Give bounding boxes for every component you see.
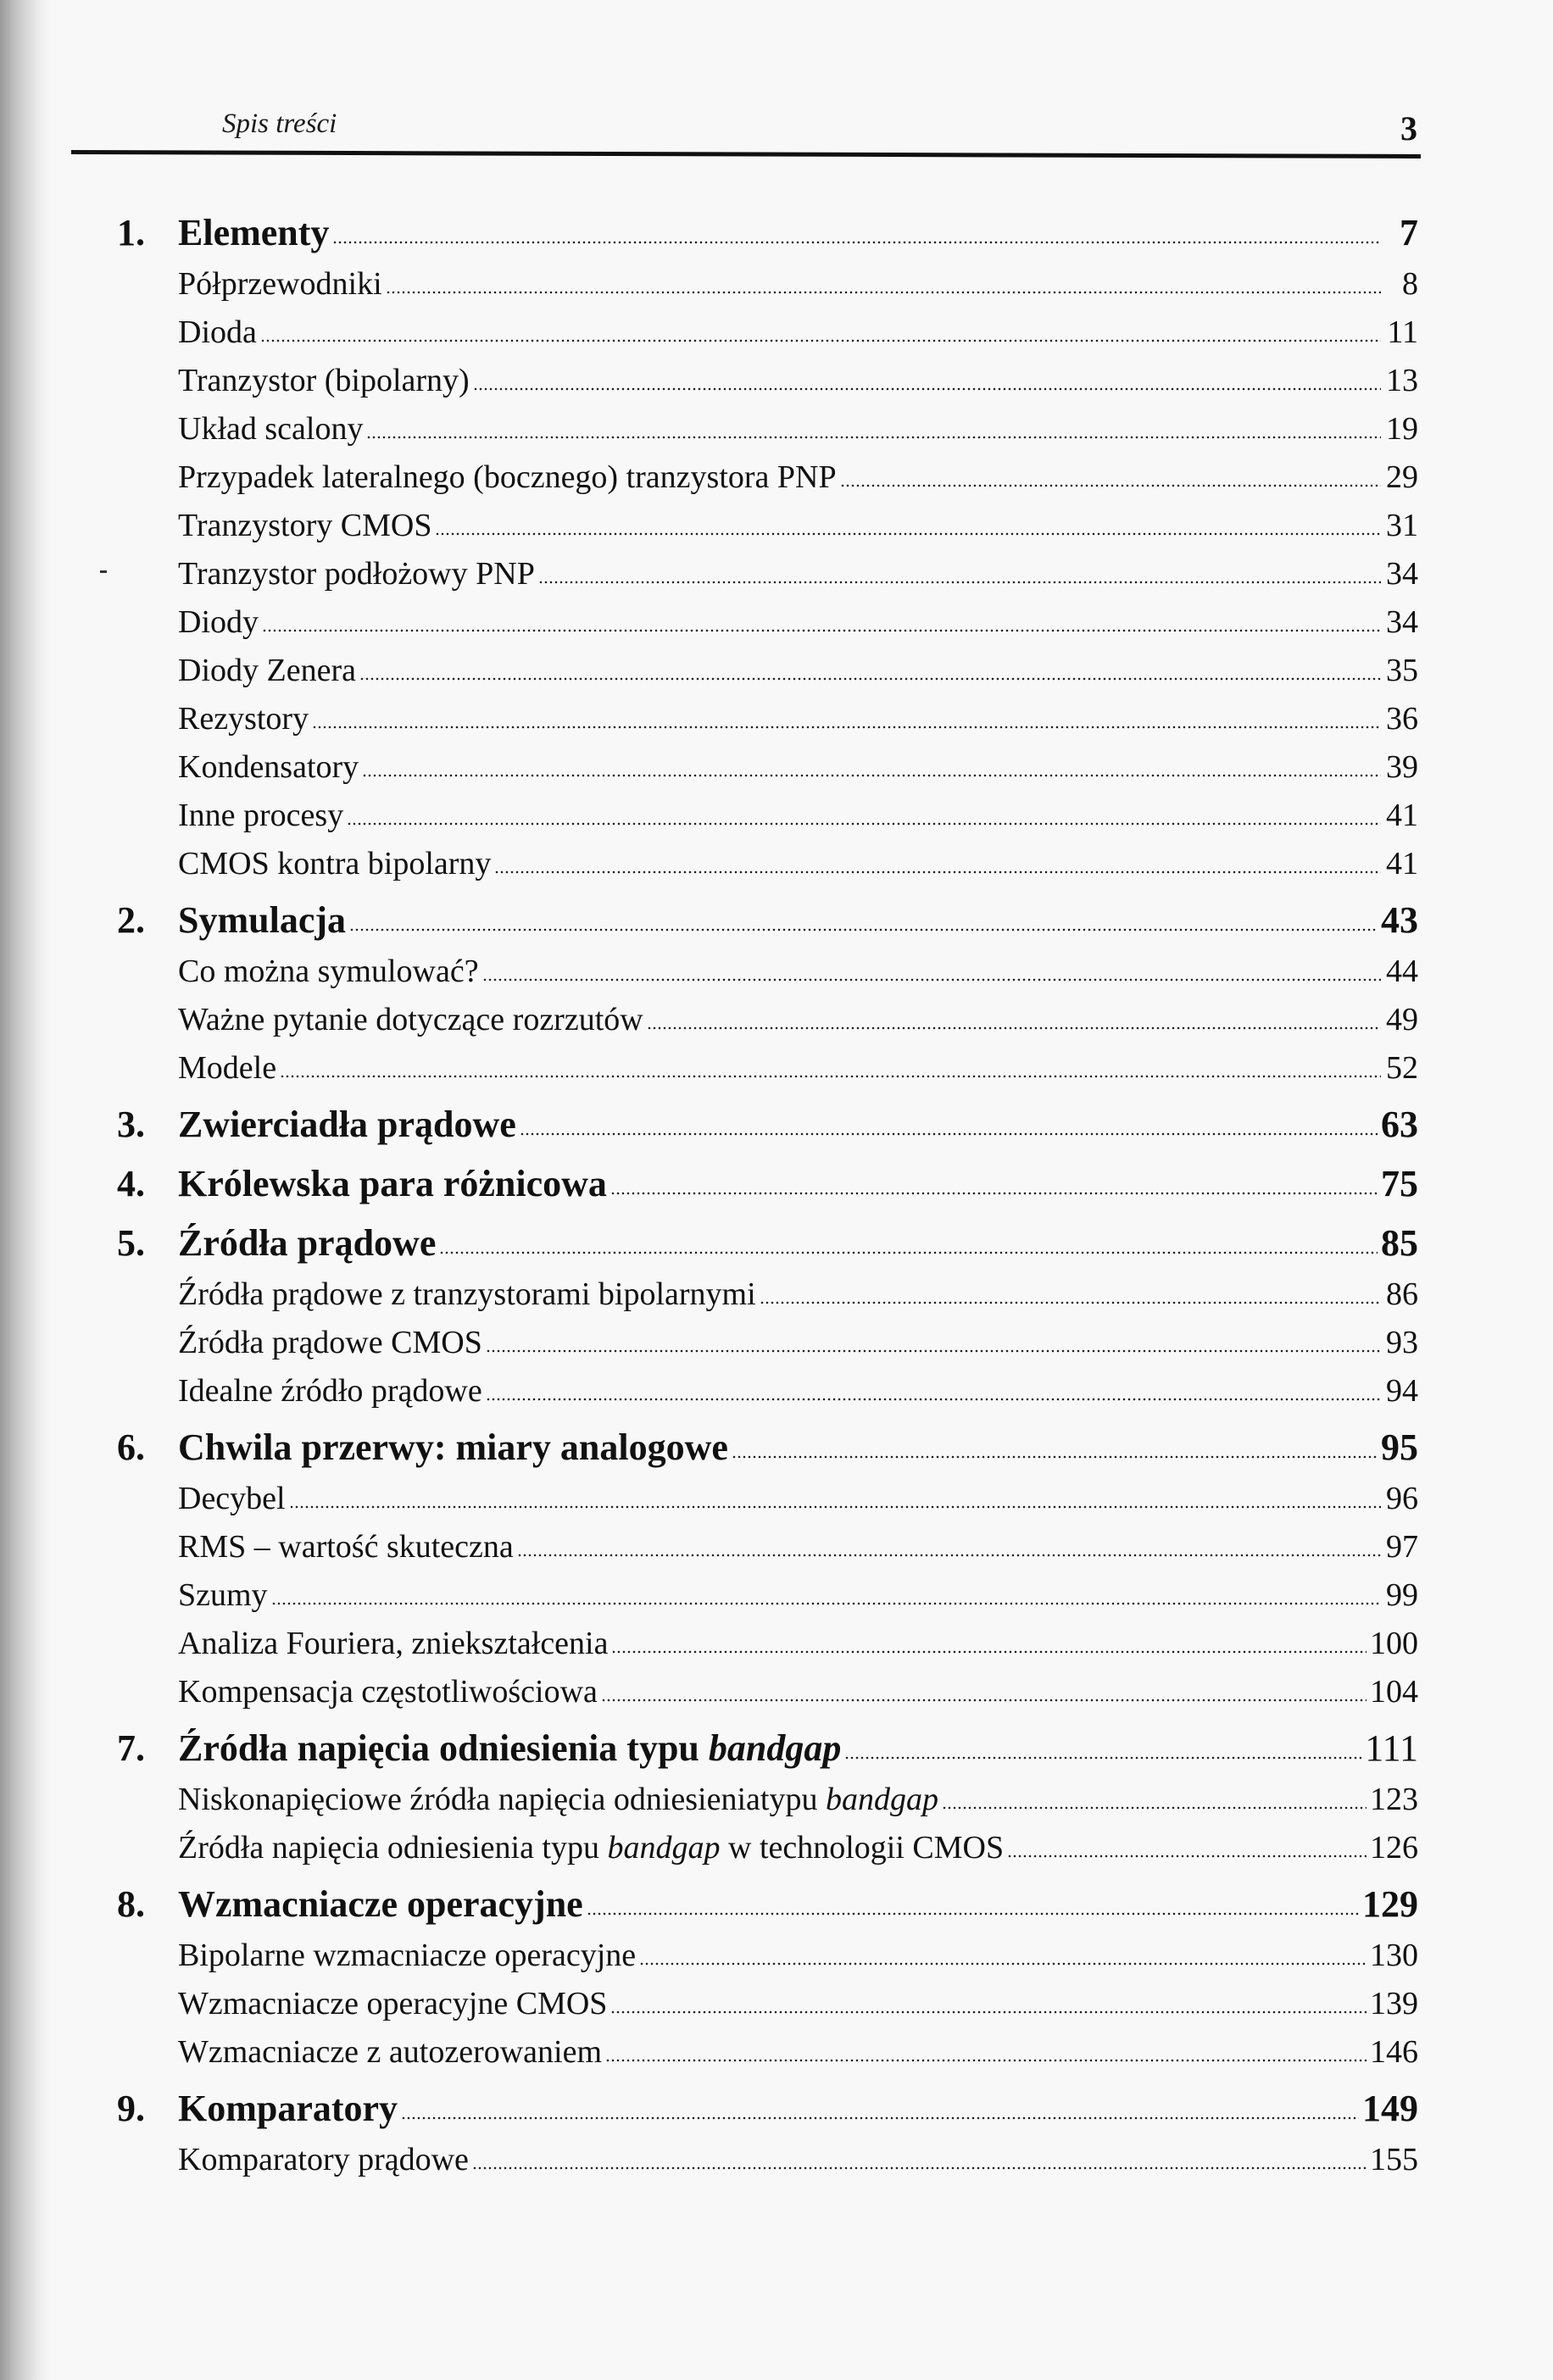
section-page: 13 bbox=[1386, 363, 1418, 398]
dot-leader bbox=[472, 2166, 1367, 2170]
section-title: Układ scalony bbox=[178, 411, 364, 447]
toc-section-entry[interactable] bbox=[117, 496, 1418, 544]
dot-leader bbox=[639, 1962, 1367, 1966]
running-head: Spis treści bbox=[222, 108, 337, 139]
section-page: 39 bbox=[1386, 749, 1418, 785]
chapter-number: 9. bbox=[117, 2088, 145, 2129]
chapter-page: 95 bbox=[1381, 1426, 1418, 1468]
toc-section-entry[interactable] bbox=[117, 303, 1418, 351]
dot-leader bbox=[312, 726, 1381, 729]
dot-leader bbox=[366, 436, 1381, 439]
toc-chapter-2 bbox=[117, 887, 1418, 1087]
dot-leader bbox=[520, 1132, 1378, 1136]
dot-leader bbox=[289, 1505, 1381, 1509]
chapter-number: 8. bbox=[117, 1883, 145, 1925]
section-title: Diody Zenera bbox=[178, 653, 356, 688]
section-title: Diody bbox=[178, 604, 259, 640]
scan-artifact-mark bbox=[100, 570, 107, 573]
toc-chapter-7 bbox=[117, 1715, 1418, 1866]
section-title: Inne procesy bbox=[178, 798, 344, 833]
section-page: 139 bbox=[1370, 1986, 1418, 2021]
section-title: Półprzewodniki bbox=[178, 266, 382, 302]
toc-chapter-entry[interactable] bbox=[117, 887, 1418, 942]
dot-leader bbox=[732, 1455, 1378, 1459]
chapter-page: 111 bbox=[1365, 1727, 1418, 1769]
toc-section-entry[interactable] bbox=[117, 254, 1418, 303]
section-page: 29 bbox=[1386, 459, 1418, 495]
dot-leader bbox=[605, 2059, 1367, 2062]
chapter-number: 6. bbox=[117, 1426, 145, 1468]
page-number: 3 bbox=[1400, 109, 1417, 147]
toc-section-entry[interactable] bbox=[117, 544, 1418, 592]
section-title: Tranzystor podłożowy PNP bbox=[178, 556, 535, 592]
section-page: 19 bbox=[1386, 411, 1418, 447]
toc-section-entry[interactable] bbox=[117, 448, 1418, 496]
section-title: Kondensatory bbox=[178, 749, 359, 785]
section-title: Kompensacja częstotliwościowa bbox=[178, 1674, 598, 1710]
dot-leader bbox=[347, 822, 1381, 826]
toc-section-entry[interactable] bbox=[117, 1926, 1418, 1974]
chapter-title: Chwila przerwy: miary analogowe bbox=[178, 1426, 728, 1468]
dot-leader bbox=[486, 1349, 1381, 1353]
chapter-title: Źródła napięcia odniesienia typu bandgap bbox=[178, 1727, 842, 1769]
toc-section-entry[interactable] bbox=[117, 1770, 1418, 1818]
dot-leader bbox=[349, 928, 1378, 931]
toc-section-entry[interactable] bbox=[117, 399, 1418, 448]
section-page: 41 bbox=[1386, 846, 1418, 881]
dot-leader bbox=[359, 677, 1381, 681]
section-page: 35 bbox=[1386, 653, 1418, 688]
toc-section-entry[interactable] bbox=[117, 351, 1418, 399]
dot-leader bbox=[494, 870, 1381, 874]
dot-leader bbox=[280, 1075, 1381, 1078]
chapter-number: 5. bbox=[117, 1222, 145, 1264]
section-title: Tranzystory CMOS bbox=[178, 508, 432, 543]
chapter-title: Źródła prądowe bbox=[178, 1222, 437, 1264]
section-page: 34 bbox=[1386, 604, 1418, 640]
section-page: 123 bbox=[1370, 1782, 1418, 1817]
section-page: 146 bbox=[1370, 2034, 1418, 2070]
section-title: Modele bbox=[178, 1050, 277, 1086]
section-page: 36 bbox=[1386, 701, 1418, 737]
section-page: 126 bbox=[1370, 1830, 1418, 1866]
dot-leader bbox=[386, 291, 1381, 294]
section-page: 94 bbox=[1386, 1373, 1418, 1409]
toc-section-entry[interactable] bbox=[117, 1614, 1418, 1662]
toc-section-entry[interactable] bbox=[117, 1662, 1418, 1710]
dot-leader bbox=[647, 1026, 1381, 1030]
chapter-title: Wzmacniacze operacyjne bbox=[178, 1883, 583, 1925]
section-title: Źródła prądowe z tranzystorami bipolarnymi bbox=[178, 1276, 756, 1312]
toc-chapter-4 bbox=[117, 1151, 1418, 1205]
dot-leader bbox=[587, 1912, 1359, 1916]
toc-chapter-entry[interactable] bbox=[117, 200, 1418, 254]
toc-section-entry[interactable] bbox=[117, 1517, 1418, 1565]
chapter-page: 7 bbox=[1400, 212, 1418, 253]
section-title: Tranzystor (bipolarny) bbox=[178, 363, 470, 398]
chapter-page: 85 bbox=[1381, 1222, 1418, 1264]
section-title: Wzmacniacze operacyjne CMOS bbox=[178, 1986, 608, 2021]
toc-section-entry[interactable] bbox=[117, 990, 1418, 1038]
dot-leader bbox=[610, 2010, 1367, 2014]
section-page: 130 bbox=[1370, 1938, 1418, 1973]
section-title: Dioda bbox=[178, 314, 257, 350]
dot-leader bbox=[760, 1301, 1381, 1304]
section-page: 34 bbox=[1386, 556, 1418, 592]
section-page: 96 bbox=[1386, 1481, 1418, 1516]
section-title: Analiza Fouriera, zniekształcenia bbox=[178, 1626, 609, 1661]
chapter-number: 1. bbox=[117, 212, 145, 253]
toc-section-entry[interactable] bbox=[117, 1469, 1418, 1517]
section-title: Bipolarne wzmacniacze operacyjne bbox=[178, 1938, 637, 1973]
chapter-page: 129 bbox=[1362, 1883, 1418, 1925]
dot-leader bbox=[271, 1602, 1381, 1605]
section-page: 8 bbox=[1402, 266, 1418, 302]
section-title: Źródła prądowe CMOS bbox=[178, 1325, 482, 1360]
dot-leader bbox=[1007, 1855, 1367, 1858]
section-title: Co można symulować? bbox=[178, 954, 479, 989]
dot-leader bbox=[362, 774, 1381, 777]
dot-leader bbox=[538, 581, 1381, 584]
chapter-title: Królewska para różnicowa bbox=[178, 1163, 607, 1204]
section-title: Komparatory prądowe bbox=[178, 2142, 469, 2177]
scan-spine-shadow bbox=[0, 0, 51, 2380]
toc-chapter-8 bbox=[117, 1871, 1418, 2071]
chapter-title: Symulacja bbox=[178, 899, 346, 941]
toc-section-entry[interactable] bbox=[117, 942, 1418, 990]
dot-leader bbox=[942, 1806, 1367, 1810]
dot-leader bbox=[601, 1699, 1367, 1702]
toc-chapter-entry[interactable] bbox=[117, 1871, 1418, 1926]
toc-section-entry[interactable] bbox=[117, 737, 1418, 786]
dot-leader bbox=[260, 339, 1381, 342]
toc-chapter-entry[interactable] bbox=[117, 1151, 1418, 1205]
section-page: 41 bbox=[1386, 798, 1418, 833]
toc-section-entry[interactable] bbox=[117, 1818, 1418, 1866]
toc-chapter-6 bbox=[117, 1415, 1418, 1710]
section-page: 155 bbox=[1370, 2142, 1418, 2177]
section-page: 31 bbox=[1386, 508, 1418, 543]
chapter-number: 2. bbox=[117, 899, 145, 941]
dot-leader bbox=[401, 2116, 1359, 2120]
section-title: Wzmacniacze z autozerowaniem bbox=[178, 2034, 603, 2070]
section-page: 86 bbox=[1386, 1276, 1418, 1312]
chapter-number: 3. bbox=[117, 1104, 145, 1145]
dot-leader bbox=[473, 387, 1381, 391]
italic-term: bandgap bbox=[825, 1782, 938, 1817]
chapter-page: 149 bbox=[1362, 2088, 1418, 2129]
toc-chapter-entry[interactable] bbox=[117, 2076, 1418, 2130]
dot-leader bbox=[844, 1756, 1361, 1760]
italic-term: bandgap bbox=[607, 1830, 721, 1866]
dot-leader bbox=[610, 1192, 1378, 1195]
toc-chapter-1 bbox=[117, 200, 1418, 882]
dot-leader bbox=[435, 532, 1381, 536]
toc-section-entry[interactable] bbox=[117, 641, 1418, 689]
chapter-page: 75 bbox=[1381, 1163, 1418, 1204]
section-title: Idealne źródło prądowe bbox=[178, 1373, 482, 1409]
section-title: CMOS kontra bipolarny bbox=[178, 846, 492, 881]
toc-chapter-entry[interactable] bbox=[117, 1715, 1418, 1770]
toc-section-entry[interactable] bbox=[117, 1038, 1418, 1087]
dot-leader bbox=[332, 241, 1381, 244]
toc-section-entry[interactable] bbox=[117, 1565, 1418, 1614]
toc-section-entry[interactable] bbox=[117, 1313, 1418, 1361]
chapter-title: Komparatory bbox=[178, 2088, 398, 2129]
chapter-number: 4. bbox=[117, 1163, 145, 1204]
toc-chapter-entry[interactable] bbox=[117, 1415, 1418, 1469]
italic-term: bandgap bbox=[708, 1727, 842, 1769]
toc-section-entry[interactable] bbox=[117, 1974, 1418, 2022]
dot-leader bbox=[262, 629, 1381, 632]
toc-chapter-entry[interactable] bbox=[117, 1092, 1418, 1146]
section-page: 104 bbox=[1370, 1674, 1418, 1710]
chapter-page: 43 bbox=[1381, 899, 1418, 941]
toc-section-entry[interactable] bbox=[117, 689, 1418, 737]
chapter-number: 7. bbox=[117, 1727, 145, 1769]
section-title: Decybel bbox=[178, 1481, 286, 1516]
toc-chapter-5 bbox=[117, 1210, 1418, 1410]
section-title: Szumy bbox=[178, 1577, 268, 1613]
chapter-title: Elementy bbox=[178, 212, 330, 253]
toc-section-entry[interactable] bbox=[117, 2022, 1418, 2071]
section-page: 44 bbox=[1386, 954, 1418, 989]
section-page: 93 bbox=[1386, 1325, 1418, 1360]
toc-section-entry[interactable] bbox=[117, 786, 1418, 834]
dot-leader bbox=[439, 1251, 1378, 1254]
toc-section-entry[interactable] bbox=[117, 2130, 1418, 2178]
chapter-page: 63 bbox=[1381, 1104, 1418, 1145]
dot-leader bbox=[840, 484, 1381, 487]
toc-chapter-3 bbox=[117, 1092, 1418, 1146]
section-title: Niskonapięciowe źródła napięcia odniesieniatypu bandgap bbox=[178, 1782, 938, 1817]
table-of-contents bbox=[117, 200, 1418, 2183]
toc-section-entry[interactable] bbox=[117, 1265, 1418, 1313]
section-title: Źródła napięcia odniesienia typu bandgap w technologii CMOS bbox=[178, 1830, 1005, 1866]
toc-section-entry[interactable] bbox=[117, 592, 1418, 641]
section-page: 49 bbox=[1386, 1002, 1418, 1037]
section-title: Rezystory bbox=[178, 701, 309, 737]
toc-chapter-entry[interactable] bbox=[117, 1210, 1418, 1265]
section-title: RMS – wartość skuteczna bbox=[178, 1529, 514, 1565]
section-page: 97 bbox=[1386, 1529, 1418, 1565]
section-page: 100 bbox=[1370, 1626, 1418, 1661]
toc-section-entry[interactable] bbox=[117, 1361, 1418, 1410]
dot-leader bbox=[517, 1554, 1381, 1557]
dot-leader bbox=[486, 1398, 1381, 1401]
chapter-title: Zwierciadła prądowe bbox=[178, 1104, 516, 1145]
section-title: Przypadek lateralnego (bocznego) tranzystora PNP bbox=[178, 459, 837, 495]
section-page: 11 bbox=[1387, 314, 1418, 350]
section-title: Ważne pytanie dotyczące rozrzutów bbox=[178, 1002, 643, 1037]
section-page: 99 bbox=[1386, 1577, 1418, 1613]
dot-leader bbox=[482, 978, 1381, 981]
toc-section-entry[interactable] bbox=[117, 834, 1418, 882]
header-rule bbox=[71, 150, 1421, 158]
section-page: 52 bbox=[1386, 1050, 1418, 1086]
toc-chapter-9 bbox=[117, 2076, 1418, 2178]
dot-leader bbox=[611, 1650, 1367, 1654]
